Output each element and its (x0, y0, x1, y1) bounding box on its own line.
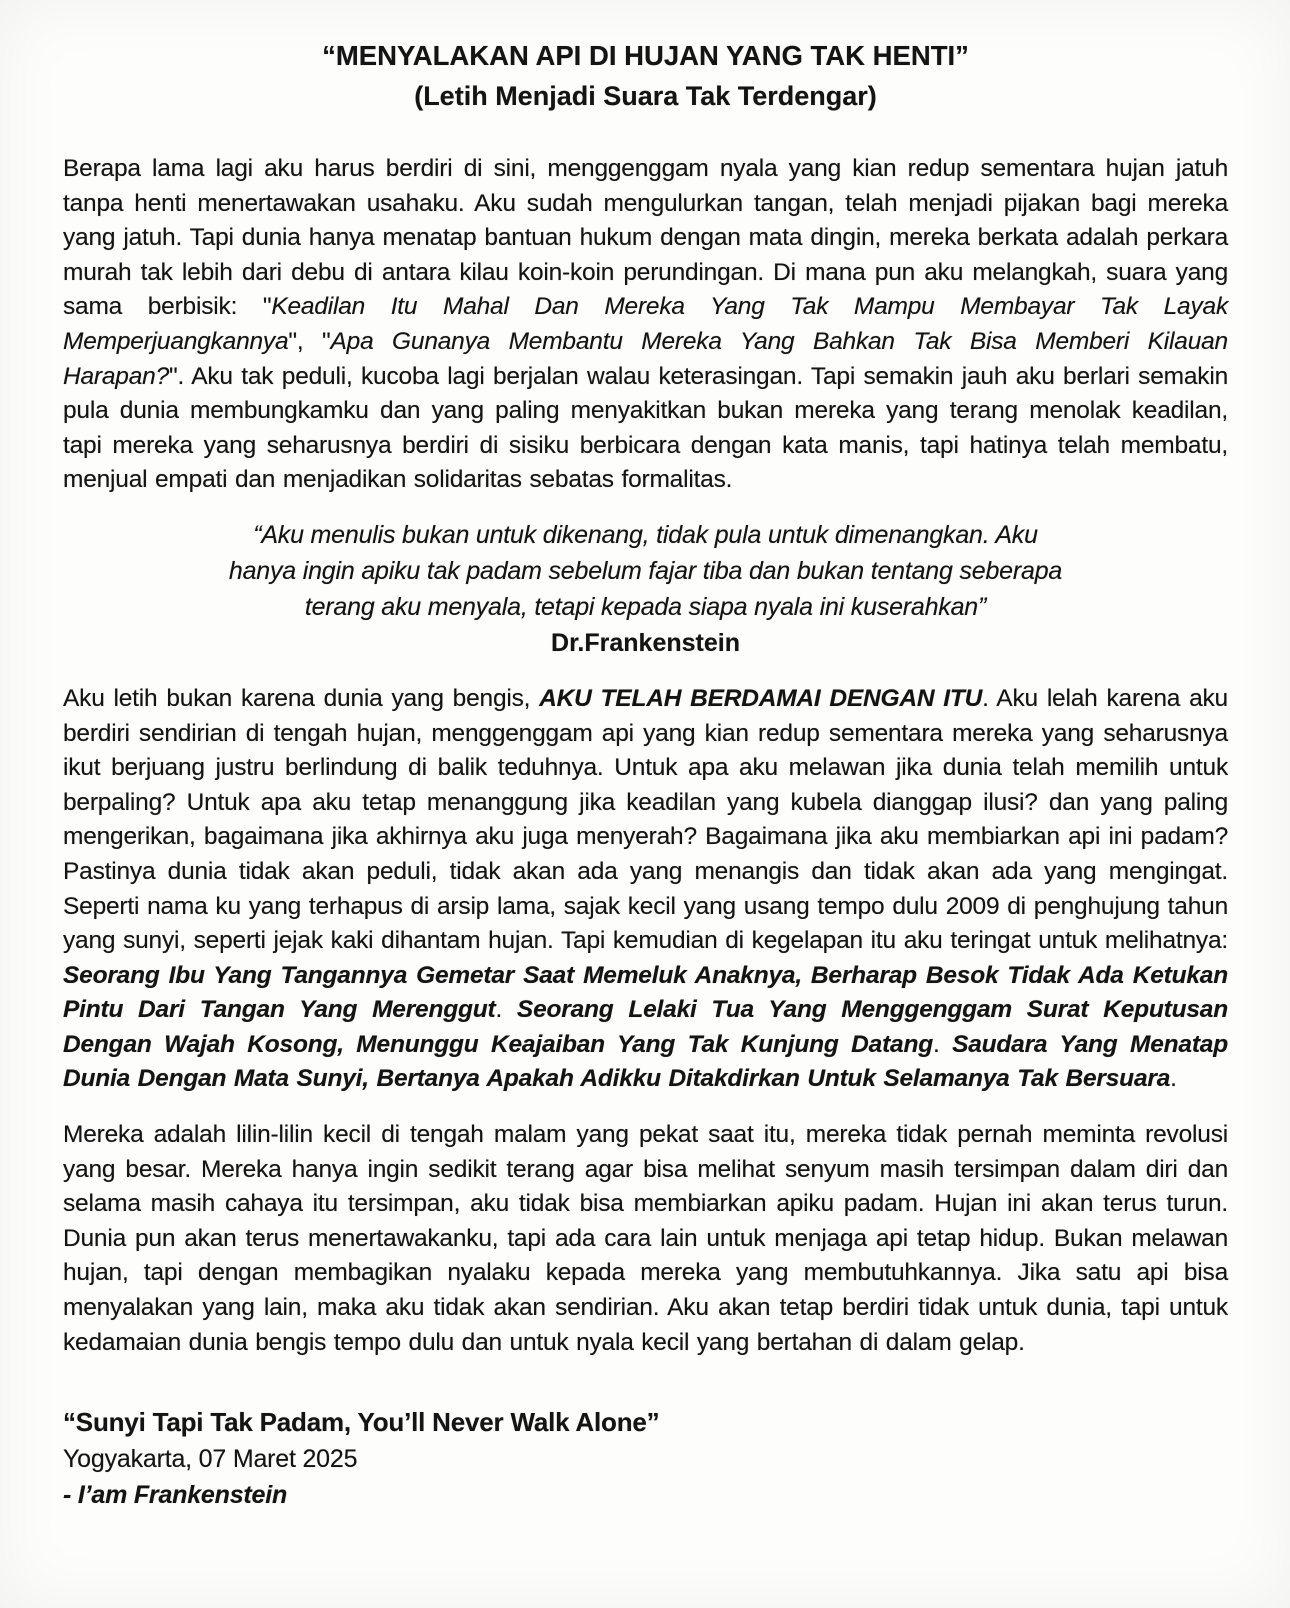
paragraph-1 (63, 152, 1228, 498)
footer-tagline: “Sunyi Tapi Tak Padam, You’ll Never Walk Alone” (63, 1407, 660, 1438)
document-title: “MENYALAKAN API DI HUJAN YANG TAK HENTI” (322, 40, 969, 71)
text-run-normal: Berapa lama lagi aku harus berdiri di sini, menggenggam nyala yang kian redup sementara hujan jatuh tanpa henti menertawakan usahaku. Aku sudah mengulurkan tangan, telah menjadi pijakan bagi mereka yang jatuh. Tapi dunia hanya menatap bantuan hukum dengan mata dingin, mereka berkata adalah perkara murah tak lebih dari debu di antara kilau koin-koin perundingan. Di mana pun aku melangkah, suara yang sama berbisik: " (63, 155, 1228, 321)
document-subtitle: (Letih Menjadi Suara Tak Terdengar) (414, 81, 877, 111)
text-run-normal: ". Aku tak peduli, kucoba lagi berjalan walau keterasingan. Tapi semakin jauh aku berlari semakin pula dunia membungkamku dan yang paling menyakitkan bukan mereka yang terang menolak keadilan, tapi mereka yang seharusnya berdiri di sisiku berbicara dengan kata manis, tapi hatinya telah membatu, menjual empati dan menjadikan solidaritas sebatas formalitas. (63, 362, 1228, 494)
footer-signature: - I’am Frankenstein (63, 1481, 288, 1510)
footer-place-date: Yogyakarta, 07 Maret 2025 (63, 1444, 358, 1473)
text-run-italic: Keadilan Itu Mahal Dan Mereka Yang Tak Mampu Membayar Tak Layak Memperjuangkannya (63, 293, 1228, 355)
text-run-bolditalic: Seorang Ibu Yang Tangannya Gemetar Saat Memeluk Anaknya, Berharap Besok Tidak Ada Ketukan Pintu Dari Tangan Yang Merenggut (63, 961, 1228, 1024)
text-run-italic: Apa Gunanya Membantu Mereka Yang Bahkan Tak Bisa Memberi Kilauan Harapan? (63, 327, 1228, 390)
text-run-bolditalic: AKU TELAH BERDAMAI DENGAN ITU (539, 684, 983, 712)
text-run-normal: . (495, 996, 517, 1024)
quote-line-2: hanya ingin apiku tak padam sebelum fajar tiba dan bukan tentang seberapa (228, 556, 1063, 585)
text-run-normal: Mereka adalah lilin-lilin kecil di tengah malam yang pekat saat itu, mereka tidak pernah meminta revolusi yang besar. Mereka hanya ingin sedikit terang agar bisa melihat senyum masih tersimpan dalam diri dan selama masih cahaya itu tersimpan, aku tidak bisa membiarkan apiku padam. Hujan ini akan terus turun. Dunia pun akan terus menertawakanku, tapi ada cara lain untuk menjaga api tetap hidup. Bukan melawan hujan, tapi dengan membagikan nyalaku kepada mereka yang membutuhkannya. Jika satu api bisa menyalakan yang lain, maka aku tidak akan sendirian. Aku akan tetap berdiri tidak untuk dunia, tapi untuk kedamaian dunia bengis tempo dulu dan untuk nyala kecil yang bertahan di dalam gelap. (63, 1121, 1228, 1356)
quote-line-3: terang aku menyala, tetapi kepada siapa nyala ini kuserahkan” (304, 592, 987, 621)
text-run-normal: . Aku lelah karena aku berdiri sendirian di tengah hujan, menggenggam api yang kian redup sementara mereka yang seharusnya ikut berjuang justru berlindung di balik teduhnya. Untuk apa aku melawan jika dunia telah memilih untuk berpaling? Untuk apa aku tetap menanggung jika keadilan yang kubela dianggap ilusi? dan yang paling mengerikan, bagaimana jika akhirnya aku juga menyerah? Bagaimana jika aku membiarkan api ini padam? Pastinya dunia tidak akan peduli, tidak akan ada yang menangis dan tidak akan ada yang mengingat. Seperti nama ku yang terhapus di arsip lama, sajak kecil yang usang tempo dulu 2009 di penghujung tahun yang sunyi, seperti jejak kaki dihantam hujan. Tapi kemudian di kegelapan itu aku teringat untuk melihatnya: (63, 684, 1228, 955)
quote-attribution: Dr.Frankenstein (551, 628, 740, 657)
text-run-normal: . (932, 1030, 953, 1058)
paragraph-2 (63, 682, 1228, 1097)
text-run-normal: Aku letih bukan karena dunia yang bengis, (63, 684, 540, 712)
text-run-bolditalic: Seorang Lelaki Tua Yang Menggenggam Surat Keputusan Dengan Wajah Kosong, Menunggu Keajaiban Yang Tak Kunjung Datang (63, 996, 1228, 1058)
text-run-bolditalic: Saudara Yang Menatap Dunia Dengan Mata Sunyi, Bertanya Apakah Adikku Ditakdirkan Untuk Selamanya Tak Bersuara (63, 1030, 1228, 1093)
document-footer (63, 1404, 1228, 1514)
text-run-normal: . (1170, 1065, 1177, 1093)
text-run-normal: ", " (288, 327, 331, 355)
paragraph-3 (63, 1118, 1228, 1360)
quote-block (63, 517, 1228, 661)
quote-line-1: “Aku menulis bukan untuk dikenang, tidak pula untuk dimenangkan. Aku (253, 520, 1038, 549)
